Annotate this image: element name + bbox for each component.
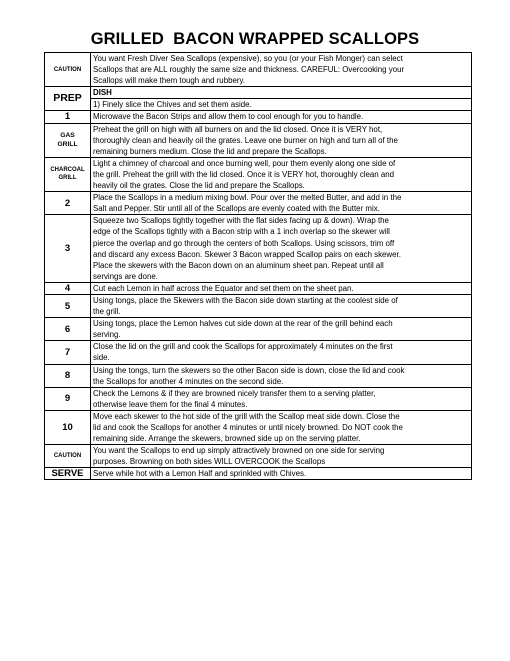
step-label: 10 — [45, 410, 91, 444]
step-label — [45, 157, 91, 191]
step-label: 7 — [45, 341, 91, 364]
step-text-line: serving. — [93, 330, 121, 340]
step-text-line: heavily oil the grates. Close the lid and prepare the Scallops. — [93, 181, 305, 191]
step-text-line: You want Fresh Diver Sea Scallops (expensive), so you (or your Fish Monger) can select — [93, 54, 403, 63]
step-text-line: Squeeze two Scallops tightly together with the flat sides facing up & down). Wrap the — [93, 216, 389, 226]
table-row-1 — [45, 111, 472, 123]
step-text-line: remaining burners medium. Close the lid and prepare the Scallops. — [93, 146, 327, 156]
step-label: 9 — [45, 387, 91, 410]
step-text — [91, 282, 472, 294]
step-label-line: GRILL — [57, 141, 78, 149]
table-row-3 — [45, 215, 472, 283]
step-text — [91, 87, 472, 111]
step-text-line: You want the Scallops to end up simply attractively browned on one side for serving — [93, 446, 385, 456]
step-text-line: edge of the Scallops tightly with a Bacon strip with a 1 inch overlap so the skewer will — [93, 227, 390, 237]
step-label: CAUTION — [45, 53, 91, 87]
step-text-line: Salt and Pepper. Stir until all of the Scallops are evenly coated with the Butter mix. — [93, 204, 380, 214]
table-row-8 — [45, 364, 472, 387]
step-text-line: Serve while hot with a Lemon Half and sprinkled with Chives. — [93, 469, 307, 479]
step-text-line: Microwave the Bacon Strips and allow them to cool enough for you to handle. — [93, 112, 364, 122]
step-text — [91, 192, 472, 215]
step-text-line: the grill. — [93, 307, 121, 317]
table-row-prep — [45, 87, 472, 111]
step-text-line: side. — [93, 353, 110, 363]
step-text-line: thoroughly clean and heavily oil the grates. Leave one burner on high and turn all of the — [93, 135, 398, 145]
step-text-line: Using the tongs, turn the skewers so the other Bacon side is down, close the lid and cook — [93, 365, 405, 375]
step-text-line: Place the skewers with the Bacon down on an aluminum sheet pan. Repeat until all — [93, 260, 384, 270]
step-label: 8 — [45, 364, 91, 387]
step-text — [91, 157, 472, 191]
step-text-line: Scallops that are ALL roughly the same size and thickness. CAREFUL: Overcooking your — [93, 65, 405, 75]
step-label: 5 — [45, 294, 91, 317]
step-label-line: CHARCOAL — [50, 167, 85, 174]
table-row-6 — [45, 318, 472, 341]
step-text-line: 1) Finely slice the Chives and set them aside. — [91, 98, 471, 110]
table-row-10 — [45, 410, 472, 444]
step-text-line: Cut each Lemon in half across the Equator and set them on the sheet pan. — [93, 283, 354, 293]
step-label: 4 — [45, 282, 91, 294]
step-label: 3 — [45, 215, 91, 283]
table-row-caution-bottom — [45, 445, 472, 468]
step-text — [91, 215, 472, 283]
step-label — [45, 123, 91, 157]
step-text-line: otherwise leave them for the final 4 minutes. — [93, 399, 248, 409]
step-text — [91, 364, 472, 387]
page-title: GRILLED BACON WRAPPED SCALLOPS — [90, 30, 420, 48]
step-text-line: Using tongs, place the Lemon halves cut side down at the rear of the grill behind each — [93, 319, 393, 329]
step-text-line: Place the Scallops in a medium mixing bowl. Pour over the melted Butter, and add in the — [93, 193, 402, 203]
step-text-line: and discard any excess Bacon. Skewer 3 Bacon wrapped Scallop pairs on each skewer. — [93, 249, 401, 259]
table-row-caution-top — [45, 53, 472, 87]
step-text-line: Move each skewer to the hot side of the grill with the Scallop meat side down. Close the — [93, 411, 400, 421]
step-text-line: Light a chimney of charcoal and once burning well, pour them evenly along one side of — [93, 158, 396, 168]
table-row-charcoal-grill — [45, 157, 472, 191]
step-heading: DISH — [93, 88, 112, 98]
step-text-line: remaining side. Arrange the skewers, browned side up on the serving platter. — [93, 434, 361, 444]
step-text — [91, 341, 472, 364]
step-label-line: GAS — [60, 132, 75, 140]
step-label: PREP — [45, 87, 91, 111]
table-row-7 — [45, 341, 472, 364]
step-text-line: pierce the overlap and go through the centers of both Scallops. Using scissors, trim off — [93, 238, 395, 248]
table-row-9 — [45, 387, 472, 410]
step-text-line: Close the lid on the grill and cook the Scallops for approximately 4 minutes on the first — [93, 342, 393, 352]
step-text-line: Using tongs, place the Skewers with the Bacon side down starting at the coolest side of — [93, 295, 398, 305]
step-text — [91, 111, 472, 123]
step-text — [91, 318, 472, 341]
step-label: SERVE — [45, 468, 91, 480]
step-text — [91, 445, 472, 468]
step-label-line: GRILL — [58, 175, 77, 182]
step-text — [91, 123, 472, 157]
table-row-gas-grill — [45, 123, 472, 157]
table-row-4 — [45, 282, 472, 294]
step-label: 6 — [45, 318, 91, 341]
step-text — [91, 468, 472, 480]
recipe-table — [44, 52, 472, 480]
step-text-line: Scallops will make them tough and rubbery. — [93, 76, 246, 86]
step-text — [91, 410, 472, 444]
step-text-line: Preheat the grill on high with all burners on and the lid closed. Once it is VERY hot, — [93, 124, 383, 134]
step-text-line: servings are done. — [93, 271, 158, 281]
table-row-serve — [45, 468, 472, 480]
table-row-5 — [45, 294, 472, 317]
step-text-line: lid and cook the Scallops for another 4 minutes or until nicely browned. Do NOT cook the — [93, 423, 403, 432]
step-label: 1 — [45, 111, 91, 123]
step-text-line: the grill. Preheat the grill with the lid closed. Once it is VERY hot, thoroughly clean and — [93, 169, 395, 179]
step-text — [91, 53, 472, 87]
table-row-2 — [45, 192, 472, 215]
step-label: CAUTION — [45, 445, 91, 468]
step-text-line: the Scallops for another 4 minutes on the second side. — [93, 376, 284, 386]
step-text-line: purposes. Browning on both sides WILL OVERCOOK the Scallops — [93, 457, 326, 467]
step-text — [91, 294, 472, 317]
step-text — [91, 387, 472, 410]
step-label: 2 — [45, 192, 91, 215]
step-text-line: Check the Lemons & if they are browned nicely transfer them to a serving platter, — [93, 388, 376, 398]
